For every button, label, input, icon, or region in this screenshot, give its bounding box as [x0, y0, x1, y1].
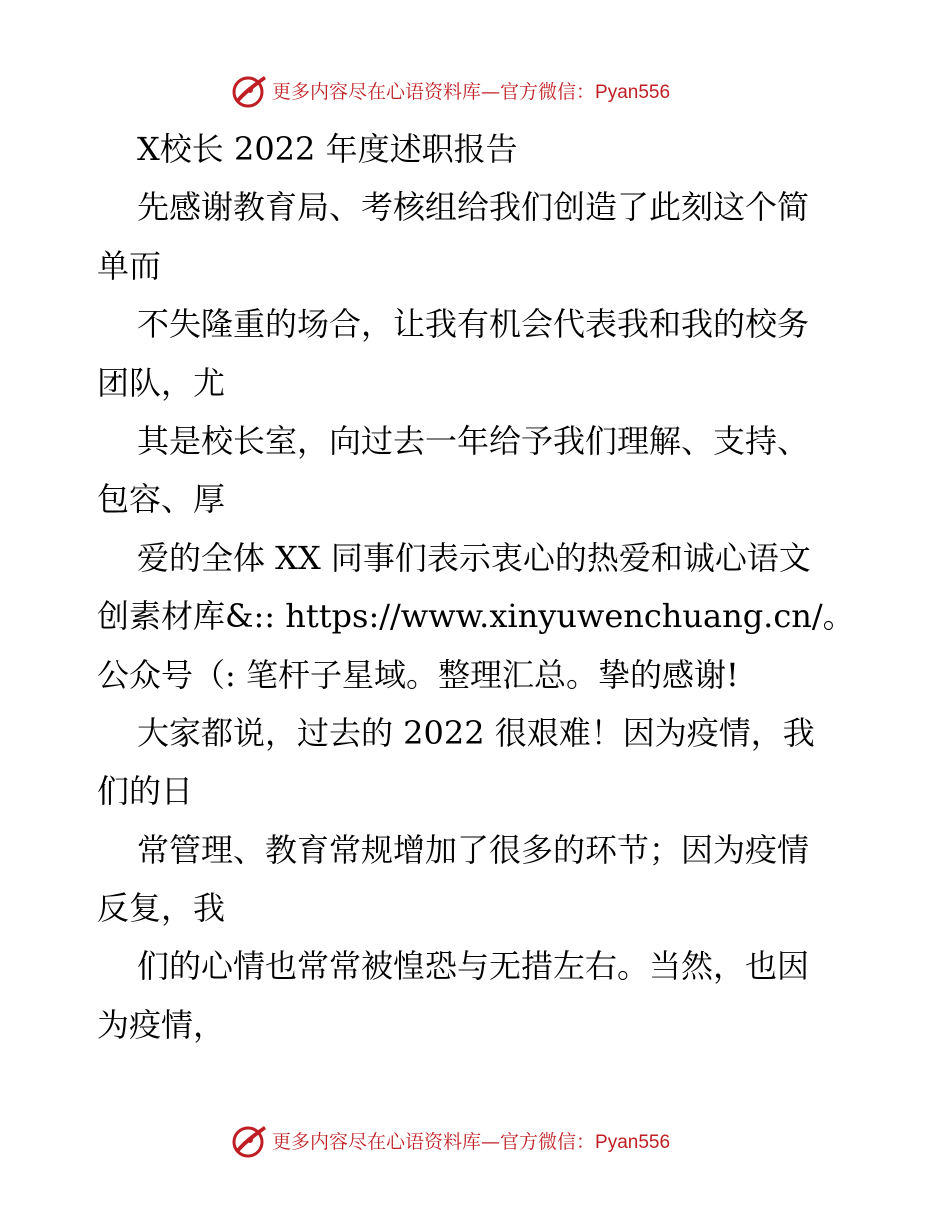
paragraph-line: 为疫情，	[97, 1005, 226, 1044]
pen-logo-icon	[230, 70, 270, 110]
pen-logo-icon	[230, 1120, 270, 1160]
paragraph-line: 单而	[97, 246, 162, 285]
paragraph-line-url: 创素材库&:: https://www.xinyuwenchuang.cn/。	[97, 597, 855, 636]
paragraph-line: 反复，我	[97, 889, 226, 928]
paragraph-line: 先感谢教育局、考核组给我们创造了此刻这个简	[137, 188, 810, 227]
footer-banner	[230, 1120, 730, 1160]
paragraph-line: 们的日	[97, 772, 194, 811]
header-banner-text: 更多内容尽在心语资料库—官方微信：	[272, 80, 596, 103]
paragraph-line: 包容、厚	[97, 480, 226, 519]
header-wechat-id: Pyan556	[595, 81, 671, 103]
paragraph-line: 常管理、教育常规增加了很多的环节；因为疫情	[137, 830, 810, 869]
footer-banner-text: 更多内容尽在心语资料库—官方微信：	[272, 1130, 596, 1153]
paragraph-line: 们的心情也常常被惶恐与无措左右。当然，也因	[137, 947, 810, 986]
paragraph-line: 不失隆重的场合，让我有机会代表我和我的校务	[137, 305, 810, 344]
document-title: X校长 2022 年度述职报告	[137, 130, 518, 168]
paragraph-line: 大家都说，过去的 2022 很艰难！因为疫情，我	[137, 713, 815, 752]
paragraph-line: 其是校长室，向过去一年给予我们理解、支持、	[137, 421, 810, 460]
header-banner	[230, 70, 730, 110]
document-body	[97, 120, 857, 1054]
paragraph-line: 爱的全体 XX 同事们表示衷心的热爱和诚心语文	[137, 538, 811, 577]
paragraph-line: 公众号（: 笔杆子星域。整理汇总。挚的感谢!	[97, 655, 739, 694]
footer-wechat-id: Pyan556	[595, 1131, 671, 1153]
paragraph-line: 团队，尤	[97, 363, 226, 402]
